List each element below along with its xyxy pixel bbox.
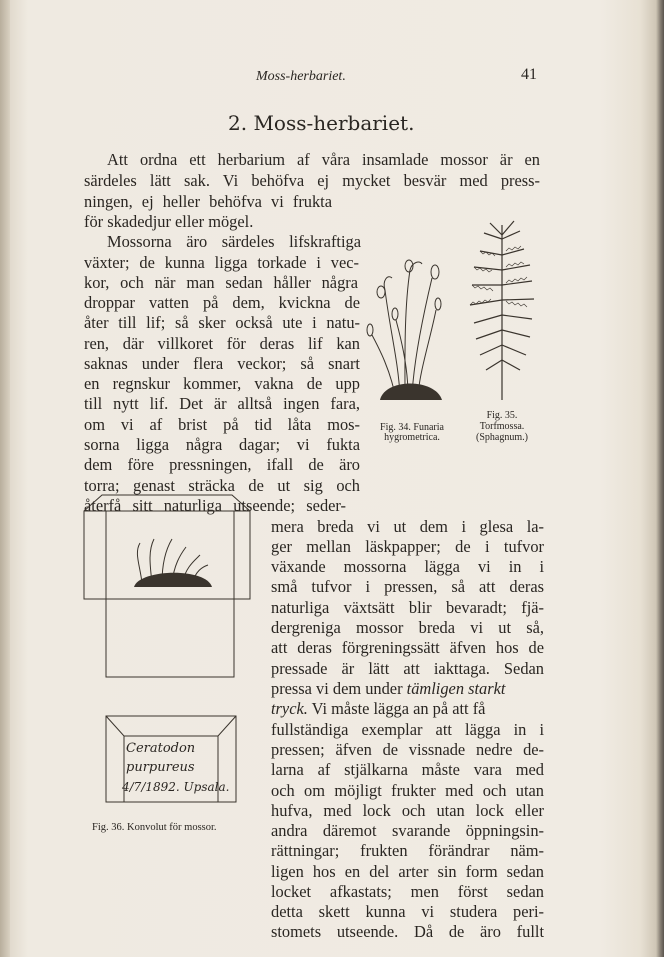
text-line: locket afkastats; men först sedan <box>271 882 544 901</box>
text-line: och om möjligt frukter med och utan <box>271 781 544 800</box>
text-line: åter till lif; så sker också ute i natu- <box>84 313 360 332</box>
text-line: att deras förgreningssätt äfven hos de <box>271 638 544 657</box>
fig35-name: Torfmossa. <box>479 421 525 432</box>
label-date-place <box>122 780 229 794</box>
text-line: pressen; äfven de vissnade nedre de- <box>271 740 544 759</box>
fig34-name: Funaria <box>413 422 444 433</box>
text-line: rättningar; frukten förändrar näm- <box>271 841 544 860</box>
text-line: ren, där villkoret för deras lif kan <box>84 334 360 353</box>
text-line: särdeles lätt sak. Vi behöfva ej mycket besvär med press- <box>84 171 540 190</box>
text-line: ger mellan läskpapper; de i tufvor <box>271 537 544 556</box>
text-line: Att ordna ett herbarium af våra insamlade mossor är en <box>107 150 540 169</box>
convolut-diagram <box>84 495 254 687</box>
text-line: dergreniga mossor breda vi ut så, <box>271 618 544 637</box>
text-line: sorna ligga några dagar; vi fukta <box>84 435 360 454</box>
sphagnum-moss-illustration <box>462 215 542 405</box>
label-place: Upsala. <box>183 780 230 794</box>
text-line: hufva, med lock och utan lock eller <box>271 801 544 820</box>
text-line: mera breda vi ut dem i glesa la- <box>271 517 544 536</box>
text-line: andra däremot svarande öppningsin- <box>271 821 544 840</box>
fig34-number: Fig. 34. <box>380 422 411 433</box>
text-line-with-emphasis <box>271 679 505 698</box>
text-line: för skadedjur eller mögel. <box>84 212 254 231</box>
text-line: en regnskur kommer, vakna de upp <box>84 374 360 393</box>
text-line: stomets utseende. Då de äro fullt <box>271 922 544 941</box>
running-title: Moss-herbariet. <box>256 69 346 84</box>
fig35-number: Fig. 35. <box>486 410 518 421</box>
text-line: saknas under flera veckor; så snart <box>84 354 360 373</box>
text-line: ligen hos en del arter sin form sedan <box>271 862 544 881</box>
emphasized-text: tämligen starkt <box>406 679 506 698</box>
text-line: Mossorna äro särdeles lifskraftiga <box>107 232 361 251</box>
text-line: kor, och när man sedan håller några <box>84 273 358 292</box>
text-line: naturliga växtsätt blir bevaradt; fjä- <box>271 598 544 617</box>
text-line: fullständiga exemplar att lägga in i <box>271 720 544 739</box>
label-date: 4/7/1892. <box>122 780 180 794</box>
section-heading: 2. Moss-herbariet. <box>228 111 415 135</box>
fig34-caption-line2: hygrometrica. <box>384 432 440 443</box>
page-binding-edge <box>0 0 10 957</box>
text-line: till nytt lif. Det är alltså ingen fara, <box>84 394 360 413</box>
text-line: pressade är lätt att iakttaga. Sedan <box>271 659 544 678</box>
text-line: återfå sitt naturliga utseende; seder- <box>84 496 346 515</box>
text-line: detta skett kunna vi studera peri- <box>271 902 544 921</box>
text-line: små tufvor i pressen, så att deras <box>271 577 544 596</box>
text-run: pressa vi dem under <box>271 679 403 698</box>
text-line: om vi af brist på tid låta mos- <box>84 415 360 434</box>
funaria-moss-illustration <box>360 250 460 410</box>
text-run: Vi måste lägga an på att få <box>311 699 486 718</box>
page-number: 41 <box>521 66 537 83</box>
emphasized-text: tryck. <box>271 699 308 718</box>
fig36-caption: Fig. 36. Konvolut för mossor. <box>92 822 217 833</box>
text-line: torra; genast sträcka de ut sig och <box>84 476 360 495</box>
text-line: larna af stjälkarna måste vara med <box>271 760 544 779</box>
text-line: droppar vatten på dem, kvickna de <box>84 293 360 312</box>
text-line: ningen, ej heller behöfva vi frukta <box>84 192 332 211</box>
text-line: växter; de kunna ligga torkade i vec- <box>84 253 359 272</box>
text-line: dem före pressningen, ifall de äro <box>84 455 360 474</box>
text-line: växande mossorna lägga vi in i <box>271 557 544 576</box>
label-species: purpureus <box>126 760 195 775</box>
fig35-name2: (Sphagnum.) <box>476 432 528 443</box>
label-genus: Ceratodon <box>126 741 196 756</box>
text-line-with-emphasis <box>271 699 544 718</box>
